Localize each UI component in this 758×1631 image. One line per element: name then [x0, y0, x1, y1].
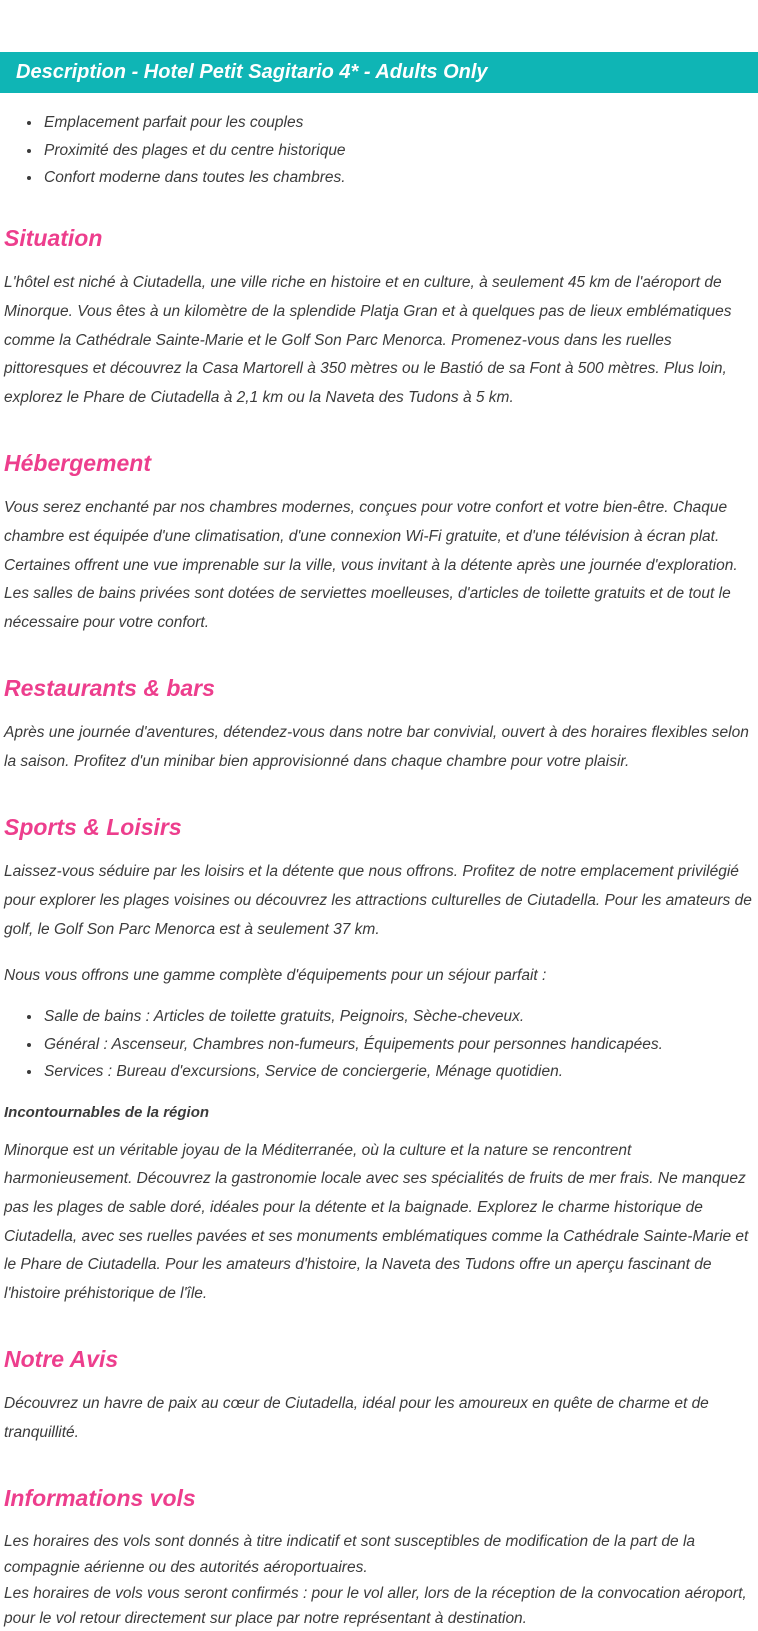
hebergement-text: Vous serez enchanté par nos chambres modernes, conçues pour votre confort et votre bien-être. Chaque chambre est équipée d'une climatisation, d'une connexion Wi-Fi gratuite, et d'une télévision à écran plat. Certaines offrent une vue imprenable sur la ville, vous invitant à la détente après une journée d'exploration. Les salles de bains privées sont dotées de serviettes moelleuses, d'articles de toilette gratuits et de tout le nécessaire pour votre confort.: [4, 499, 738, 632]
section-heading-notre-avis: Notre Avis: [4, 1345, 119, 1372]
section-heading-restaurants-bars: Restaurants & bars: [4, 674, 215, 701]
hotel-description-page: [0, 52, 758, 1631]
section-heading-informations-vols: Informations vols: [4, 1484, 196, 1511]
vols-text-1: Les horaires des vols sont donnés à titre indicatif et sont susceptibles de modification de la part de la compagnie aérienne ou des autorités aéroportuaires.: [4, 1533, 696, 1576]
highlight-item: • Proximité des plages et du centre historique: [42, 142, 752, 161]
highlights-list: [42, 114, 752, 188]
region-heading: Incontournables de la région: [4, 1103, 210, 1121]
equipment-item: • Salle de bains : Articles de toilette gratuits, Peignoirs, Sèche-cheveux.: [42, 1008, 752, 1027]
restaurants-text: Après une journée d'aventures, détendez-vous dans notre bar convivial, ouvert à des horaires flexibles selon la saison. Profitez d'un minibar bien approvisionné dans chaque chambre pour votre plaisir.: [4, 724, 749, 770]
equipment-item: • Général : Ascenseur, Chambres non-fumeurs, Équipements pour personnes handicapées.: [42, 1036, 752, 1055]
section-heading-sports-loisirs: Sports & Loisirs: [4, 813, 182, 840]
banner-title: Description - Hotel Petit Sagitario 4* - Adults Only: [16, 61, 488, 83]
avis-text: Découvrez un havre de paix au cœur de Ciutadella, idéal pour les amoureux en quête de charme et de tranquillité.: [4, 1395, 709, 1441]
description-banner: [0, 52, 758, 93]
description-content: [0, 114, 758, 1631]
vols-text-2: Les horaires de vols vous seront confirmés : pour le vol aller, lors de la réception de la convocation aéroport, pour le vol retour directement sur place par notre représentant à destination.: [4, 1584, 747, 1627]
highlight-item: • Confort moderne dans toutes les chambres.: [42, 169, 752, 188]
region-text: Minorque est un véritable joyau de la Méditerranée, où la culture et la nature se rencontrent harmonieusement. Découvrez la gastronomie locale avec ses spécialités de fruits de mer frais. Ne manquez pas les plages de sable doré, idéales pour la détente et la baignade. Explorez le charme historique de Ciutadella, avec ses ruelles pavées et ses monuments emblématiques comme la Cathédrale Sainte-Marie et le Phare de Ciutadella. Pour les amateurs d'histoire, la Naveta des Tudons offre un aperçu fascinant de l'histoire préhistorique de l'île.: [4, 1141, 749, 1303]
equipment-item: • Services : Bureau d'excursions, Service de conciergerie, Ménage quotidien.: [42, 1063, 752, 1082]
equipment-intro-text: Nous vous offrons une gamme complète d'équipements pour un séjour parfait :: [4, 967, 547, 985]
sports-text: Laissez-vous séduire par les loisirs et la détente que nous offrons. Profitez de notre emplacement privilégié pour explorer les plages voisines ou découvrez les attractions culturelles de Ciutadella. Pour les amateurs de golf, le Golf Son Parc Menorca est à seulement 37 km.: [4, 863, 752, 938]
situation-text: L'hôtel est niché à Ciutadella, une ville riche en histoire et en culture, à seulement 45 km de l'aéroport de Minorque. Vous êtes à un kilomètre de la splendide Platja Gran et à quelques pas de lieux emblématiques comme la Cathédrale Sainte-Marie et le Golf Son Parc Menorca. Promenez-vous dans les ruelles pittoresques et découvrez la Casa Martorell à 350 mètres ou le Bastió de sa Font à 500 mètres. Plus loin, explorez le Phare de Ciutadella à 2,1 km ou la Naveta des Tudons à 5 km.: [4, 274, 732, 407]
highlight-item: • Emplacement parfait pour les couples: [42, 114, 752, 133]
section-heading-hebergement: Hébergement: [4, 449, 151, 476]
equipment-list: [42, 1008, 752, 1082]
section-heading-situation: Situation: [4, 224, 103, 251]
